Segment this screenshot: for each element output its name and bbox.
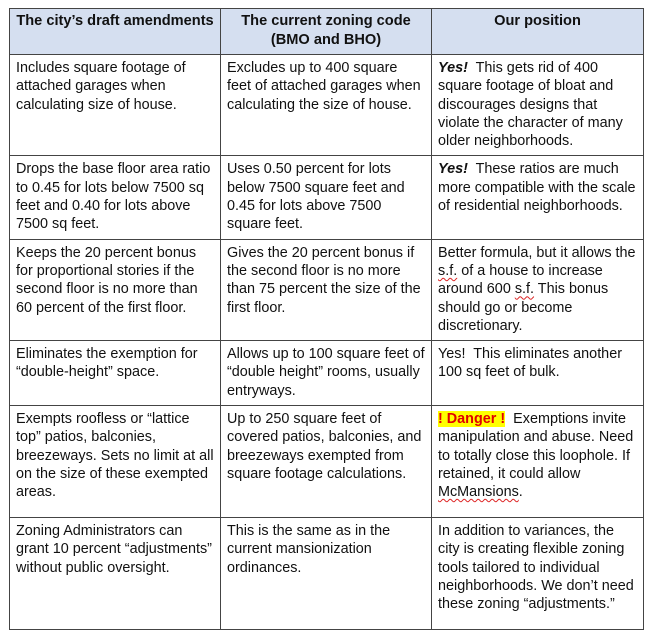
position-text: Exemptions invite manipulation and abuse. Need to totally close this loophole. If retained, it could allow [438,411,634,482]
position-cell [432,239,644,340]
position-text: This bonus should go or become discretionary. [438,281,609,334]
position-lead: Yes! [438,60,468,76]
table-row [10,239,644,340]
sf-abbrev: s.f. [438,262,458,279]
position-text: Better formula, but it allows the [438,244,636,261]
mcmansions-word: McMansions [438,484,519,501]
position-lead: Yes! [438,161,468,178]
amendment-cell: Zoning Administrators can grant 10 percent “adjustments” without public oversight. [10,518,221,630]
amendment-cell: Keeps the 20 percent bonus for proportional stories if the second floor is no more than 60 percent of the first floor. [10,239,221,340]
table-row [10,518,644,630]
position-text: This gets rid of 400 square footage of bloat and discourages designs that violate the character of many older neighborhoods. [438,60,623,150]
header-our-position: Our position [432,9,644,55]
table-row [10,406,644,518]
current-code-cell: This is the same as in the current mansionization ordinances. [221,518,432,630]
position-text: These ratios are much more compatible with the scale of residential neighborhoods. [438,161,636,215]
current-code-cell: Up to 250 square feet of covered patios, balconies, and breezeways exempted from square footage calculations. [221,406,432,518]
position-text: of a house to increase around 600 [438,262,603,298]
table-row [10,341,644,406]
position-cell [432,156,644,239]
amendment-cell: Drops the base floor area ratio to 0.45 for lots below 7500 sq feet and 0.40 for lots above 7500 sq feet. [10,156,221,239]
table-row [10,55,644,156]
position-end: . [518,484,523,501]
current-code-cell: Allows up to 100 square feet of “double height” rooms, usually entryways. [221,341,432,406]
table-row [10,156,644,239]
danger-badge: ! Danger ! [438,411,506,428]
amendment-cell: Includes square footage of attached garages when calculating size of house. [10,55,221,156]
header-row [10,9,644,55]
zoning-comparison-table [9,8,644,630]
position-cell: Yes! This eliminates another 100 sq feet of bulk. [432,341,644,406]
current-code-cell: Gives the 20 percent bonus if the second floor is no more than 75 percent the size of the first floor. [221,239,432,340]
header-current-code: The current zoning code (BMO and BHO) [221,9,432,55]
current-code-cell: Excludes up to 400 square feet of attached garages when calculating the size of house. [221,55,432,156]
amendment-cell: Exempts roofless or “lattice top” patios, balconies, breezeways. Sets no limit at all on the size of these exempted areas. [10,406,221,518]
amendment-cell: Eliminates the exemption for “double-height” space. [10,341,221,406]
position-cell: In addition to variances, the city is creating flexible zoning tools tailored to individual neighborhoods. We don’t need these zoning “adjustments.” [432,518,644,630]
sf-abbrev: s.f. [514,281,535,298]
position-cell [432,406,644,518]
current-code-cell: Uses 0.50 percent for lots below 7500 square feet and 0.45 for lots above 7500 square feet. [221,156,432,239]
position-cell [432,55,644,156]
header-draft-amendments: The city’s draft amendments [10,9,221,55]
